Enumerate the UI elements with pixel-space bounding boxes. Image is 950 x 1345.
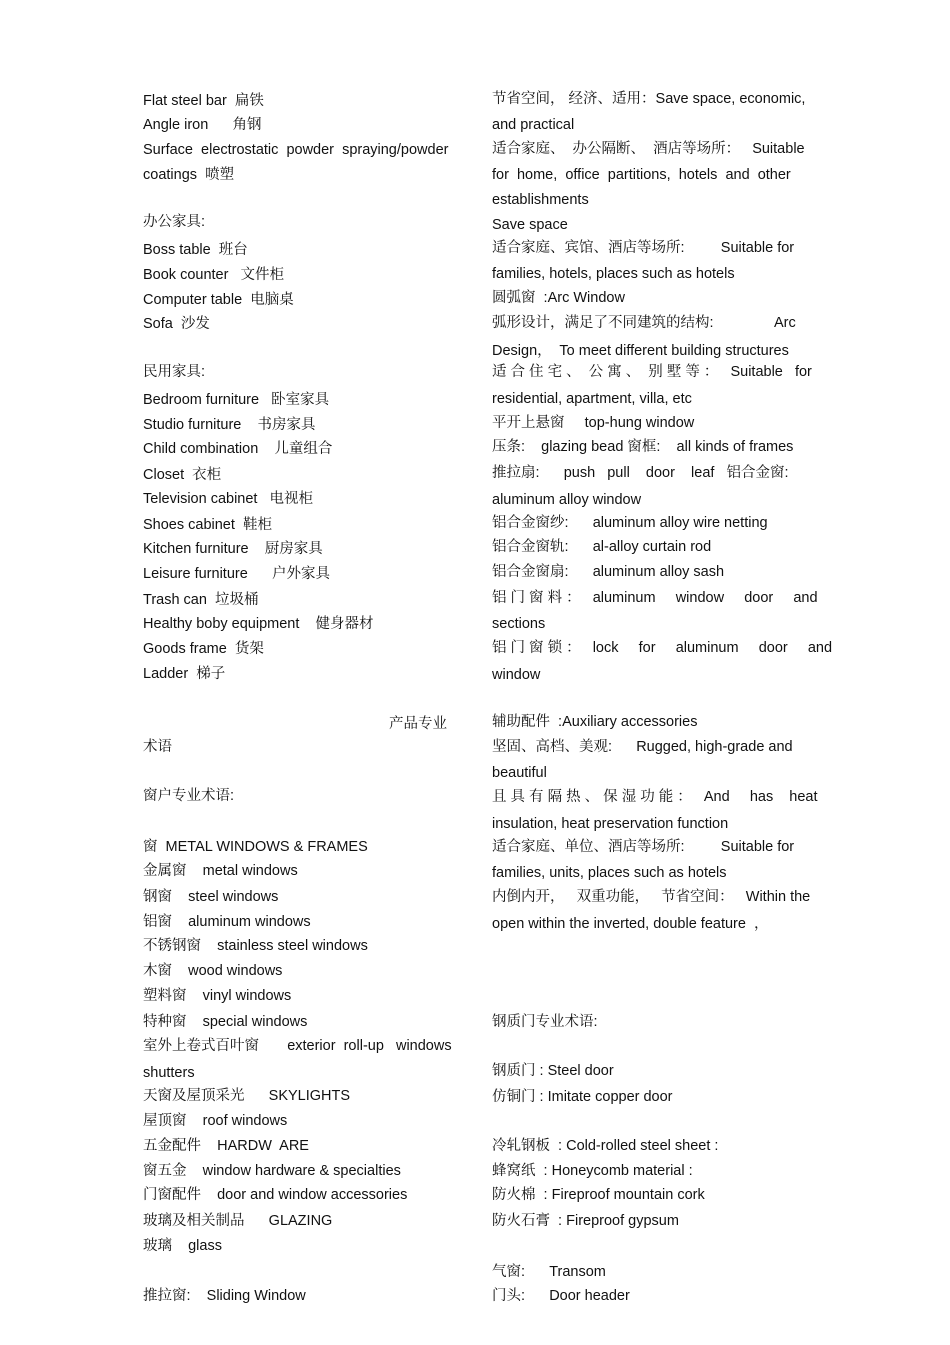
text-line: sections — [492, 616, 546, 632]
text-line: 蜂窝纸 : Honeycomb material : — [492, 1163, 693, 1179]
text-line: aluminum alloy window — [492, 492, 642, 508]
text-line: 仿铜门 : Imitate copper door — [492, 1089, 673, 1105]
text-line: Television cabinet 电视柜 — [143, 491, 314, 507]
text-line: Computer table 电脑桌 — [143, 292, 294, 308]
text-line: 内倒内开， 双重功能， 节省空间： Within the — [492, 889, 811, 905]
text-line: 铝合金窗纱: aluminum alloy wire netting — [492, 515, 768, 531]
text-line: 推拉扇: push pull door leaf 铝合金窗: — [492, 465, 789, 481]
text-line: establishments — [492, 192, 589, 208]
text-line: 窗 METAL WINDOWS & FRAMES — [143, 839, 368, 855]
text-line: 不锈钢窗 stainless steel windows — [143, 938, 368, 954]
text-line: 玻璃 glass — [143, 1238, 222, 1254]
text-line: 防火棉 : Fireproof mountain cork — [492, 1187, 705, 1203]
text-line: Flat steel bar 扁铁 — [143, 93, 264, 109]
text-line: Child combination 儿童组合 — [143, 441, 333, 457]
text-line: 室外上卷式百叶窗 exterior roll-up windows — [143, 1038, 452, 1054]
text-line: families, units, places such as hotels — [492, 865, 727, 881]
text-line: 辅助配件 :Auxiliary accessories — [492, 714, 698, 730]
text-line: 适合家庭、 办公隔断、 酒店等场所： Suitable — [492, 141, 805, 157]
text-line: shutters — [143, 1065, 195, 1081]
text-line: 防火石膏 : Fireproof gypsum — [492, 1213, 679, 1229]
text-line: 推拉窗: Sliding Window — [143, 1288, 306, 1304]
text-line: Goods frame 货架 — [143, 641, 264, 657]
text-line: beautiful — [492, 765, 547, 781]
text-line: Ladder 梯子 — [143, 666, 226, 682]
text-line: 适 合 住 宅 、 公 寓 、 别 墅 等 ： Suitable for — [492, 364, 812, 380]
text-line: Leisure furniture 户外家具 — [143, 566, 330, 582]
text-line: 节省空间， 经济、适用：Save space, economic, — [492, 91, 806, 107]
text-line: 钢窗 steel windows — [143, 889, 279, 905]
text-line: 铝合金窗轨: al-alloy curtain rod — [492, 539, 712, 555]
text-line: Closet 衣柜 — [143, 467, 222, 483]
text-line: 铝合金窗扇: aluminum alloy sash — [492, 564, 725, 580]
text-line: window — [492, 667, 541, 683]
text-line: 门头: Door header — [492, 1288, 630, 1304]
text-line: Studio furniture 书房家具 — [143, 417, 316, 433]
text-line: Boss table 班台 — [143, 242, 248, 258]
text-line: 屋顶窗 roof windows — [143, 1113, 288, 1129]
text-line: residential, apartment, villa, etc — [492, 391, 692, 407]
text-line: 压条: glazing bead 窗框: all kinds of frames — [492, 439, 794, 455]
text-line: 冷轧钢板 : Cold-rolled steel sheet : — [492, 1138, 719, 1154]
text-line: and practical — [492, 117, 575, 133]
text-line: 塑料窗 vinyl windows — [143, 988, 292, 1004]
text-line: 铝 门 窗 料 ： aluminum window door and — [492, 590, 818, 606]
text-line: Save space — [492, 217, 568, 233]
text-line: 钢质门 : Steel door — [492, 1063, 614, 1079]
text-line: 且 具 有 隔 热 、 保 湿 功 能 ： And has heat — [492, 789, 818, 805]
text-line: 天窗及屋顶采光 SKYLIGHTS — [143, 1088, 351, 1104]
section-heading: 办公家具: — [143, 214, 206, 230]
text-line: Healthy boby equipment 健身器材 — [143, 616, 374, 632]
text-line: 气窗: Transom — [492, 1264, 606, 1280]
text-line: Kitchen furniture 厨房家具 — [143, 541, 323, 557]
text-line: Bedroom furniture 卧室家具 — [143, 392, 330, 408]
text-line: insulation, heat preservation function — [492, 816, 729, 832]
text-line: 平开上悬窗 top-hung window — [492, 415, 695, 431]
section-title: 术语 — [143, 739, 172, 755]
text-line: 坚固、高档、美观: Rugged, high-grade and — [492, 739, 793, 755]
text-line: 特种窗 special windows — [143, 1014, 308, 1030]
section-heading: 民用家具: — [143, 364, 206, 380]
text-line: 适合家庭、单位、酒店等场所: Suitable for — [492, 839, 795, 855]
text-line: Trash can 垃圾桶 — [143, 592, 259, 608]
text-line: 玻璃及相关制品 GLAZING — [143, 1213, 333, 1229]
section-heading: 钢质门专业术语: — [492, 1014, 598, 1030]
section-title: 产品专业 — [389, 716, 447, 732]
text-line: Angle iron 角钢 — [143, 117, 262, 133]
text-line: Sofa 沙发 — [143, 316, 210, 332]
text-line: Shoes cabinet 鞋柜 — [143, 517, 272, 533]
text-line: Surface electrostatic powder spraying/powder — [143, 142, 449, 158]
text-line: 五金配件 HARDW ARE — [143, 1138, 309, 1154]
text-line: coatings 喷塑 — [143, 167, 235, 183]
text-line: open within the inverted, double feature ， — [492, 916, 769, 932]
text-line: 适合家庭、宾馆、酒店等场所: Suitable for — [492, 240, 795, 256]
text-line: 金属窗 metal windows — [143, 863, 298, 879]
text-line: 圆弧窗 :Arc Window — [492, 290, 625, 306]
text-line: Book counter 文件柜 — [143, 267, 285, 283]
text-line: 铝窗 aluminum windows — [143, 914, 311, 930]
text-line: 门窗配件 door and window accessories — [143, 1187, 408, 1203]
text-line: 铝 门 窗 锁 ： lock for aluminum door and — [492, 640, 833, 656]
text-line: families, hotels, places such as hotels — [492, 266, 735, 282]
text-line: 木窗 wood windows — [143, 963, 283, 979]
section-heading: 窗户专业术语: — [143, 788, 235, 804]
text-line: for home, office partitions, hotels and other — [492, 167, 791, 183]
text-line: Design， To meet different building structures — [492, 343, 789, 359]
text-line: 窗五金 window hardware & specialties — [143, 1163, 401, 1179]
text-line: 弧形设计，满足了不同建筑的结构: Arc — [492, 315, 796, 331]
